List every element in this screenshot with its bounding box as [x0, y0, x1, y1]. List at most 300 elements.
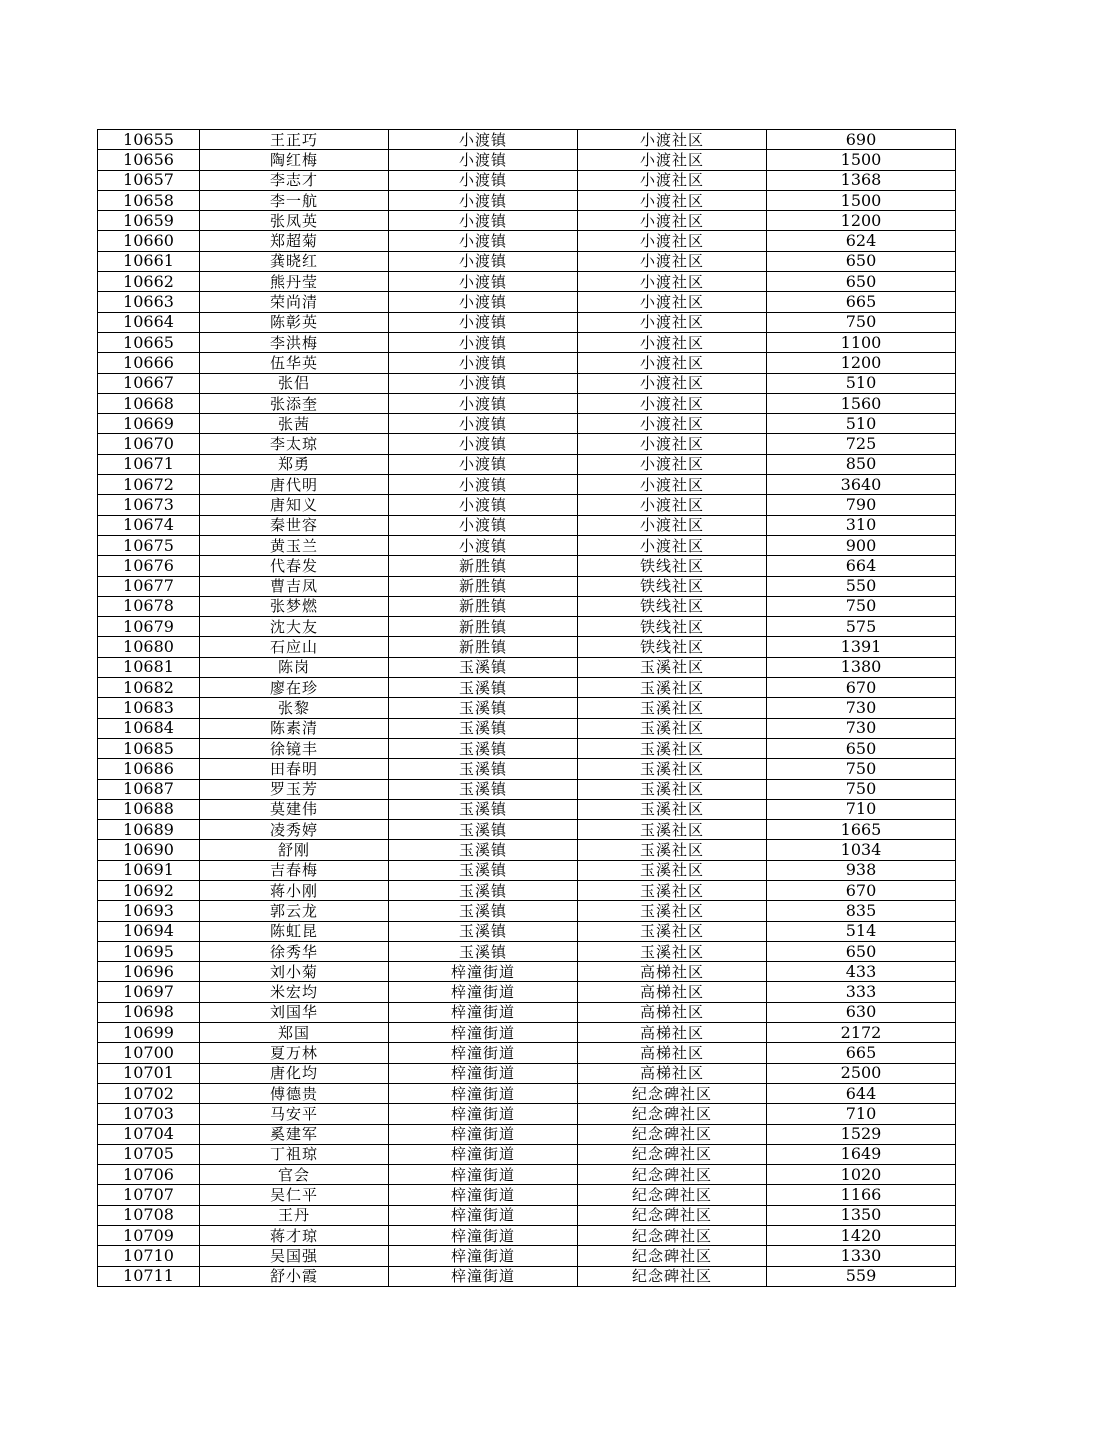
record-id-cell: 10671 [98, 454, 200, 474]
record-id-cell: 10710 [98, 1246, 200, 1266]
name-cell: 陈彰英 [200, 312, 389, 332]
community-cell: 小渡社区 [578, 251, 767, 271]
name-cell: 张添奎 [200, 393, 389, 413]
town-cell: 新胜镇 [389, 556, 578, 576]
amount-cell: 710 [767, 1104, 956, 1124]
town-cell: 梓潼街道 [389, 1063, 578, 1083]
town-cell: 小渡镇 [389, 454, 578, 474]
record-id-cell: 10706 [98, 1165, 200, 1185]
name-cell: 刘小菊 [200, 962, 389, 982]
table-row [98, 1023, 956, 1043]
community-cell: 玉溪社区 [578, 901, 767, 921]
town-cell: 玉溪镇 [389, 860, 578, 880]
community-cell: 玉溪社区 [578, 941, 767, 961]
town-cell: 新胜镇 [389, 576, 578, 596]
name-cell: 唐代明 [200, 475, 389, 495]
record-id-cell: 10673 [98, 495, 200, 515]
amount-cell: 938 [767, 860, 956, 880]
amount-cell: 650 [767, 251, 956, 271]
name-cell: 傅德贵 [200, 1083, 389, 1103]
record-id-cell: 10694 [98, 921, 200, 941]
name-cell: 陈素清 [200, 718, 389, 738]
table-row [98, 1165, 956, 1185]
community-cell: 高梯社区 [578, 1063, 767, 1083]
name-cell: 石应山 [200, 637, 389, 657]
record-id-cell: 10658 [98, 190, 200, 210]
table-row [98, 820, 956, 840]
table-row [98, 332, 956, 352]
community-cell: 小渡社区 [578, 272, 767, 292]
record-id-cell: 10693 [98, 901, 200, 921]
amount-cell: 310 [767, 515, 956, 535]
town-cell: 小渡镇 [389, 130, 578, 150]
name-cell: 李洪梅 [200, 332, 389, 352]
community-cell: 纪念碑社区 [578, 1083, 767, 1103]
table-row [98, 1185, 956, 1205]
name-cell: 舒刚 [200, 840, 389, 860]
record-id-cell: 10692 [98, 880, 200, 900]
amount-cell: 1020 [767, 1165, 956, 1185]
town-cell: 玉溪镇 [389, 759, 578, 779]
town-cell: 玉溪镇 [389, 738, 578, 758]
community-cell: 小渡社区 [578, 353, 767, 373]
name-cell: 徐秀华 [200, 941, 389, 961]
town-cell: 梓潼街道 [389, 1226, 578, 1246]
record-id-cell: 10681 [98, 657, 200, 677]
record-id-cell: 10659 [98, 211, 200, 231]
record-id-cell: 10703 [98, 1104, 200, 1124]
table-row [98, 840, 956, 860]
table-row [98, 982, 956, 1002]
name-cell: 唐知义 [200, 495, 389, 515]
town-cell: 梓潼街道 [389, 1266, 578, 1286]
community-cell: 铁线社区 [578, 596, 767, 616]
town-cell: 新胜镇 [389, 596, 578, 616]
amount-cell: 670 [767, 880, 956, 900]
amount-cell: 664 [767, 556, 956, 576]
record-id-cell: 10698 [98, 1002, 200, 1022]
name-cell: 奚建军 [200, 1124, 389, 1144]
town-cell: 玉溪镇 [389, 840, 578, 860]
amount-cell: 1330 [767, 1246, 956, 1266]
table-row [98, 637, 956, 657]
town-cell: 梓潼街道 [389, 1023, 578, 1043]
table-row [98, 292, 956, 312]
name-cell: 米宏均 [200, 982, 389, 1002]
record-id-cell: 10695 [98, 941, 200, 961]
table-row [98, 373, 956, 393]
amount-cell: 750 [767, 596, 956, 616]
community-cell: 纪念碑社区 [578, 1165, 767, 1185]
name-cell: 蒋小刚 [200, 880, 389, 900]
amount-cell: 665 [767, 292, 956, 312]
town-cell: 小渡镇 [389, 393, 578, 413]
table-row [98, 962, 956, 982]
community-cell: 玉溪社区 [578, 840, 767, 860]
town-cell: 新胜镇 [389, 637, 578, 657]
record-id-cell: 10708 [98, 1205, 200, 1225]
record-id-cell: 10677 [98, 576, 200, 596]
name-cell: 郭云龙 [200, 901, 389, 921]
table-row [98, 901, 956, 921]
town-cell: 梓潼街道 [389, 1246, 578, 1266]
table-row [98, 678, 956, 698]
amount-cell: 1420 [767, 1226, 956, 1246]
table-row [98, 414, 956, 434]
community-cell: 玉溪社区 [578, 820, 767, 840]
table-row [98, 535, 956, 555]
name-cell: 李太琼 [200, 434, 389, 454]
amount-cell: 665 [767, 1043, 956, 1063]
community-cell: 玉溪社区 [578, 678, 767, 698]
community-cell: 小渡社区 [578, 231, 767, 251]
amount-cell: 624 [767, 231, 956, 251]
town-cell: 玉溪镇 [389, 921, 578, 941]
table-row [98, 353, 956, 373]
table-row [98, 495, 956, 515]
record-id-cell: 10675 [98, 535, 200, 555]
record-id-cell: 10656 [98, 150, 200, 170]
town-cell: 小渡镇 [389, 414, 578, 434]
record-id-cell: 10661 [98, 251, 200, 271]
record-id-cell: 10711 [98, 1266, 200, 1286]
name-cell: 莫建伟 [200, 799, 389, 819]
amount-cell: 725 [767, 434, 956, 454]
community-cell: 小渡社区 [578, 211, 767, 231]
town-cell: 玉溪镇 [389, 779, 578, 799]
name-cell: 丁祖琼 [200, 1144, 389, 1164]
name-cell: 夏万林 [200, 1043, 389, 1063]
town-cell: 小渡镇 [389, 353, 578, 373]
town-cell: 梓潼街道 [389, 1144, 578, 1164]
community-cell: 小渡社区 [578, 495, 767, 515]
town-cell: 玉溪镇 [389, 799, 578, 819]
town-cell: 小渡镇 [389, 211, 578, 231]
record-id-cell: 10664 [98, 312, 200, 332]
name-cell: 张侣 [200, 373, 389, 393]
name-cell: 秦世容 [200, 515, 389, 535]
record-id-cell: 10657 [98, 170, 200, 190]
town-cell: 小渡镇 [389, 251, 578, 271]
amount-cell: 1665 [767, 820, 956, 840]
town-cell: 梓潼街道 [389, 1083, 578, 1103]
town-cell: 小渡镇 [389, 170, 578, 190]
amount-cell: 1560 [767, 393, 956, 413]
record-id-cell: 10683 [98, 698, 200, 718]
record-id-cell: 10686 [98, 759, 200, 779]
record-id-cell: 10679 [98, 617, 200, 637]
name-cell: 张黎 [200, 698, 389, 718]
record-id-cell: 10678 [98, 596, 200, 616]
town-cell: 小渡镇 [389, 434, 578, 454]
community-cell: 高梯社区 [578, 962, 767, 982]
community-cell: 纪念碑社区 [578, 1246, 767, 1266]
town-cell: 玉溪镇 [389, 880, 578, 900]
amount-cell: 1649 [767, 1144, 956, 1164]
record-id-cell: 10704 [98, 1124, 200, 1144]
community-cell: 铁线社区 [578, 637, 767, 657]
amount-cell: 670 [767, 678, 956, 698]
community-cell: 小渡社区 [578, 373, 767, 393]
town-cell: 梓潼街道 [389, 1104, 578, 1124]
community-cell: 纪念碑社区 [578, 1124, 767, 1144]
table-row [98, 718, 956, 738]
table-row [98, 1226, 956, 1246]
town-cell: 梓潼街道 [389, 1165, 578, 1185]
town-cell: 小渡镇 [389, 515, 578, 535]
community-cell: 纪念碑社区 [578, 1205, 767, 1225]
table-row [98, 1246, 956, 1266]
table-row [98, 170, 956, 190]
community-cell: 玉溪社区 [578, 880, 767, 900]
record-id-cell: 10688 [98, 799, 200, 819]
record-id-cell: 10699 [98, 1023, 200, 1043]
town-cell: 小渡镇 [389, 312, 578, 332]
record-id-cell: 10665 [98, 332, 200, 352]
table-row [98, 1124, 956, 1144]
amount-cell: 1500 [767, 150, 956, 170]
town-cell: 梓潼街道 [389, 982, 578, 1002]
name-cell: 蒋才琼 [200, 1226, 389, 1246]
community-cell: 小渡社区 [578, 332, 767, 352]
community-cell: 纪念碑社区 [578, 1266, 767, 1286]
amount-cell: 1350 [767, 1205, 956, 1225]
amount-cell: 730 [767, 698, 956, 718]
amount-cell: 559 [767, 1266, 956, 1286]
community-cell: 小渡社区 [578, 170, 767, 190]
amount-cell: 650 [767, 941, 956, 961]
community-cell: 纪念碑社区 [578, 1104, 767, 1124]
community-cell: 玉溪社区 [578, 860, 767, 880]
town-cell: 梓潼街道 [389, 962, 578, 982]
amount-cell: 1200 [767, 353, 956, 373]
record-id-cell: 10691 [98, 860, 200, 880]
community-cell: 铁线社区 [578, 556, 767, 576]
table-row [98, 1043, 956, 1063]
town-cell: 新胜镇 [389, 617, 578, 637]
name-cell: 张凤英 [200, 211, 389, 231]
amount-cell: 3640 [767, 475, 956, 495]
table-row [98, 190, 956, 210]
amount-cell: 510 [767, 414, 956, 434]
record-id-cell: 10667 [98, 373, 200, 393]
name-cell: 黄玉兰 [200, 535, 389, 555]
community-cell: 纪念碑社区 [578, 1185, 767, 1205]
amount-cell: 710 [767, 799, 956, 819]
town-cell: 小渡镇 [389, 190, 578, 210]
name-cell: 王丹 [200, 1205, 389, 1225]
record-id-cell: 10685 [98, 738, 200, 758]
table-row [98, 738, 956, 758]
town-cell: 玉溪镇 [389, 698, 578, 718]
name-cell: 马安平 [200, 1104, 389, 1124]
table-row [98, 1002, 956, 1022]
table-row [98, 779, 956, 799]
name-cell: 代春发 [200, 556, 389, 576]
community-cell: 小渡社区 [578, 535, 767, 555]
name-cell: 吴国强 [200, 1246, 389, 1266]
record-id-cell: 10668 [98, 393, 200, 413]
community-cell: 小渡社区 [578, 454, 767, 474]
table-row [98, 231, 956, 251]
amount-cell: 790 [767, 495, 956, 515]
community-cell: 小渡社区 [578, 312, 767, 332]
community-cell: 高梯社区 [578, 1043, 767, 1063]
community-cell: 小渡社区 [578, 434, 767, 454]
table-row [98, 1063, 956, 1083]
name-cell: 郑超菊 [200, 231, 389, 251]
amount-cell: 644 [767, 1083, 956, 1103]
table-row [98, 799, 956, 819]
record-id-cell: 10682 [98, 678, 200, 698]
town-cell: 玉溪镇 [389, 941, 578, 961]
town-cell: 小渡镇 [389, 150, 578, 170]
record-id-cell: 10689 [98, 820, 200, 840]
record-id-cell: 10662 [98, 272, 200, 292]
amount-cell: 1391 [767, 637, 956, 657]
table-row [98, 617, 956, 637]
record-id-cell: 10660 [98, 231, 200, 251]
community-cell: 小渡社区 [578, 190, 767, 210]
name-cell: 陈虹昆 [200, 921, 389, 941]
community-cell: 小渡社区 [578, 414, 767, 434]
community-cell: 小渡社区 [578, 150, 767, 170]
table-row [98, 434, 956, 454]
record-id-cell: 10674 [98, 515, 200, 535]
name-cell: 徐镜丰 [200, 738, 389, 758]
name-cell: 龚晓红 [200, 251, 389, 271]
amount-cell: 333 [767, 982, 956, 1002]
town-cell: 梓潼街道 [389, 1185, 578, 1205]
table-row [98, 657, 956, 677]
town-cell: 梓潼街道 [389, 1205, 578, 1225]
name-cell: 郑勇 [200, 454, 389, 474]
record-id-cell: 10700 [98, 1043, 200, 1063]
name-cell: 吉春梅 [200, 860, 389, 880]
amount-cell: 750 [767, 779, 956, 799]
name-cell: 陶红梅 [200, 150, 389, 170]
community-cell: 玉溪社区 [578, 657, 767, 677]
community-cell: 铁线社区 [578, 576, 767, 596]
record-id-cell: 10672 [98, 475, 200, 495]
table-row [98, 1144, 956, 1164]
table-body [98, 130, 956, 1287]
town-cell: 玉溪镇 [389, 678, 578, 698]
table-row [98, 130, 956, 150]
record-id-cell: 10709 [98, 1226, 200, 1246]
amount-cell: 1200 [767, 211, 956, 231]
community-cell: 玉溪社区 [578, 799, 767, 819]
table-row [98, 150, 956, 170]
amount-cell: 900 [767, 535, 956, 555]
amount-cell: 650 [767, 738, 956, 758]
table-row [98, 393, 956, 413]
community-cell: 高梯社区 [578, 1002, 767, 1022]
amount-cell: 730 [767, 718, 956, 738]
amount-cell: 1034 [767, 840, 956, 860]
town-cell: 小渡镇 [389, 535, 578, 555]
community-cell: 纪念碑社区 [578, 1144, 767, 1164]
table-row [98, 1083, 956, 1103]
name-cell: 张茜 [200, 414, 389, 434]
record-id-cell: 10684 [98, 718, 200, 738]
table-row [98, 921, 956, 941]
amount-cell: 550 [767, 576, 956, 596]
table-row [98, 515, 956, 535]
name-cell: 官会 [200, 1165, 389, 1185]
name-cell: 沈大友 [200, 617, 389, 637]
record-id-cell: 10696 [98, 962, 200, 982]
community-cell: 小渡社区 [578, 393, 767, 413]
name-cell: 荣尚清 [200, 292, 389, 312]
record-id-cell: 10690 [98, 840, 200, 860]
town-cell: 小渡镇 [389, 332, 578, 352]
name-cell: 郑国 [200, 1023, 389, 1043]
town-cell: 小渡镇 [389, 272, 578, 292]
record-id-cell: 10702 [98, 1083, 200, 1103]
community-cell: 玉溪社区 [578, 759, 767, 779]
town-cell: 小渡镇 [389, 475, 578, 495]
town-cell: 玉溪镇 [389, 657, 578, 677]
community-cell: 玉溪社区 [578, 921, 767, 941]
record-id-cell: 10705 [98, 1144, 200, 1164]
community-cell: 纪念碑社区 [578, 1226, 767, 1246]
table-row [98, 1205, 956, 1225]
community-cell: 高梯社区 [578, 1023, 767, 1043]
name-cell: 廖在珍 [200, 678, 389, 698]
name-cell: 舒小霞 [200, 1266, 389, 1286]
community-cell: 小渡社区 [578, 130, 767, 150]
record-id-cell: 10701 [98, 1063, 200, 1083]
amount-cell: 835 [767, 901, 956, 921]
amount-cell: 750 [767, 759, 956, 779]
table-row [98, 759, 956, 779]
table-row [98, 211, 956, 231]
amount-cell: 750 [767, 312, 956, 332]
record-id-cell: 10669 [98, 414, 200, 434]
table-row [98, 1266, 956, 1286]
community-cell: 小渡社区 [578, 292, 767, 312]
community-cell: 铁线社区 [578, 617, 767, 637]
town-cell: 玉溪镇 [389, 820, 578, 840]
amount-cell: 433 [767, 962, 956, 982]
community-cell: 高梯社区 [578, 982, 767, 1002]
community-cell: 小渡社区 [578, 515, 767, 535]
amount-cell: 1368 [767, 170, 956, 190]
table-row [98, 860, 956, 880]
table-row [98, 454, 956, 474]
town-cell: 小渡镇 [389, 373, 578, 393]
community-cell: 小渡社区 [578, 475, 767, 495]
name-cell: 熊丹莹 [200, 272, 389, 292]
name-cell: 曹吉凤 [200, 576, 389, 596]
amount-cell: 1100 [767, 332, 956, 352]
town-cell: 梓潼街道 [389, 1002, 578, 1022]
name-cell: 李一航 [200, 190, 389, 210]
record-id-cell: 10676 [98, 556, 200, 576]
amount-cell: 575 [767, 617, 956, 637]
name-cell: 田春明 [200, 759, 389, 779]
table-row [98, 576, 956, 596]
name-cell: 罗玉芳 [200, 779, 389, 799]
town-cell: 梓潼街道 [389, 1124, 578, 1144]
table-row [98, 272, 956, 292]
town-cell: 小渡镇 [389, 231, 578, 251]
record-id-cell: 10655 [98, 130, 200, 150]
amount-cell: 2172 [767, 1023, 956, 1043]
amount-cell: 690 [767, 130, 956, 150]
amount-cell: 2500 [767, 1063, 956, 1083]
